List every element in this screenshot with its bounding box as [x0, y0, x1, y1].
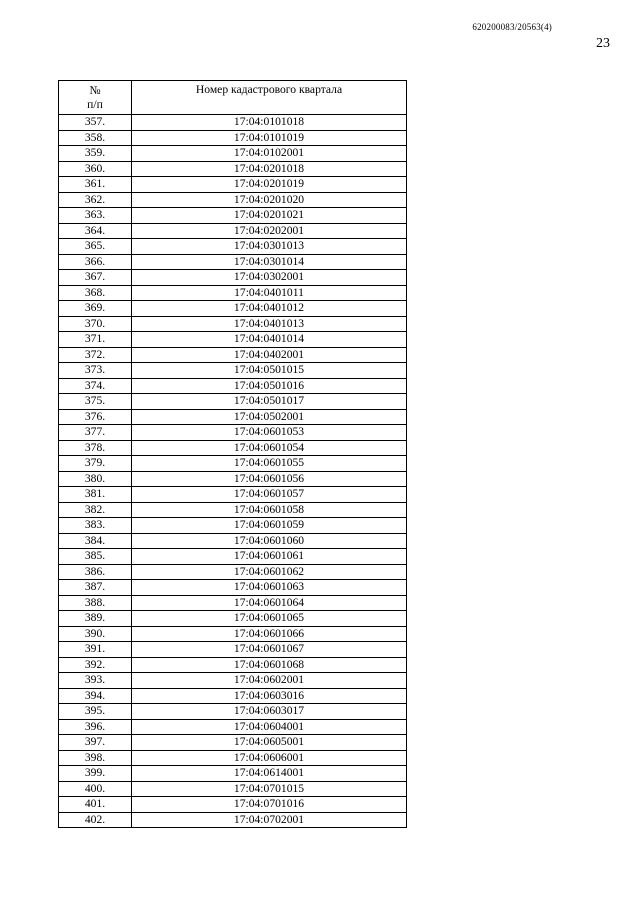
table-row	[59, 533, 407, 549]
row-number-cell: 380.	[59, 471, 132, 487]
table-row	[59, 254, 407, 270]
table-row	[59, 487, 407, 503]
cadastral-quarter-cell: 17:04:0501016	[132, 378, 407, 394]
row-number-cell: 362.	[59, 192, 132, 208]
table-row	[59, 130, 407, 146]
table-row	[59, 642, 407, 658]
table-row	[59, 394, 407, 410]
row-number-cell: 401.	[59, 797, 132, 813]
cadastral-quarters-table	[58, 80, 407, 828]
table-row	[59, 347, 407, 363]
row-number-cell: 400.	[59, 781, 132, 797]
table-row	[59, 611, 407, 627]
table-row	[59, 146, 407, 162]
row-number-cell: 358.	[59, 130, 132, 146]
row-number-cell: 386.	[59, 564, 132, 580]
row-number-cell: 375.	[59, 394, 132, 410]
cadastral-quarter-cell: 17:04:0601068	[132, 657, 407, 673]
table-row	[59, 812, 407, 828]
cadastral-quarter-cell: 17:04:0101019	[132, 130, 407, 146]
cadastral-quarter-cell: 17:04:0605001	[132, 735, 407, 751]
row-number-cell: 398.	[59, 750, 132, 766]
cadastral-quarter-cell: 17:04:0601065	[132, 611, 407, 627]
table-row	[59, 332, 407, 348]
table-row	[59, 301, 407, 317]
row-number-cell: 385.	[59, 549, 132, 565]
cadastral-quarter-cell: 17:04:0702001	[132, 812, 407, 828]
table-row	[59, 735, 407, 751]
row-number-cell: 373.	[59, 363, 132, 379]
row-number-cell: 389.	[59, 611, 132, 627]
cadastral-quarter-cell: 17:04:0201019	[132, 177, 407, 193]
row-number-cell: 394.	[59, 688, 132, 704]
cadastral-quarter-cell: 17:04:0601067	[132, 642, 407, 658]
table-row	[59, 471, 407, 487]
table-row	[59, 285, 407, 301]
cadastral-quarter-cell: 17:04:0201020	[132, 192, 407, 208]
table-row	[59, 115, 407, 131]
row-number-cell: 364.	[59, 223, 132, 239]
cadastral-quarter-cell: 17:04:0101018	[132, 115, 407, 131]
table-row	[59, 378, 407, 394]
cadastral-quarter-cell: 17:04:0603016	[132, 688, 407, 704]
row-number-cell: 363.	[59, 208, 132, 224]
table-row	[59, 719, 407, 735]
row-number-cell: 392.	[59, 657, 132, 673]
document-reference-number: 620200083/20563(4)	[472, 22, 552, 32]
row-number-cell: 396.	[59, 719, 132, 735]
row-number-cell: 369.	[59, 301, 132, 317]
row-number-cell: 381.	[59, 487, 132, 503]
table-row	[59, 580, 407, 596]
row-number-cell: 379.	[59, 456, 132, 472]
row-number-cell: 366.	[59, 254, 132, 270]
row-number-cell: 365.	[59, 239, 132, 255]
table-row	[59, 161, 407, 177]
cadastral-quarter-cell: 17:04:0601058	[132, 502, 407, 518]
row-number-cell: 376.	[59, 409, 132, 425]
cadastral-quarter-cell: 17:04:0601055	[132, 456, 407, 472]
table-row	[59, 704, 407, 720]
row-number-cell: 397.	[59, 735, 132, 751]
row-number-cell: 393.	[59, 673, 132, 689]
cadastral-quarter-cell: 17:04:0501015	[132, 363, 407, 379]
table-row	[59, 425, 407, 441]
table-row	[59, 456, 407, 472]
table-row	[59, 518, 407, 534]
table-row	[59, 595, 407, 611]
cadastral-quarter-cell: 17:04:0401011	[132, 285, 407, 301]
cadastral-quarter-cell: 17:04:0601062	[132, 564, 407, 580]
table-row	[59, 440, 407, 456]
table-row	[59, 223, 407, 239]
table-row	[59, 363, 407, 379]
row-number-cell: 387.	[59, 580, 132, 596]
cadastral-quarter-cell: 17:04:0601053	[132, 425, 407, 441]
row-number-cell: 370.	[59, 316, 132, 332]
row-number-cell: 382.	[59, 502, 132, 518]
row-number-cell: 391.	[59, 642, 132, 658]
table-row	[59, 781, 407, 797]
table-row	[59, 502, 407, 518]
row-number-cell: 361.	[59, 177, 132, 193]
cadastral-quarter-cell: 17:04:0202001	[132, 223, 407, 239]
cadastral-quarter-cell: 17:04:0102001	[132, 146, 407, 162]
table-body	[59, 115, 407, 828]
row-number-cell: 359.	[59, 146, 132, 162]
table-row	[59, 673, 407, 689]
cadastral-quarter-cell: 17:04:0502001	[132, 409, 407, 425]
row-number-cell: 371.	[59, 332, 132, 348]
cadastral-quarter-cell: 17:04:0601066	[132, 626, 407, 642]
row-number-cell: 383.	[59, 518, 132, 534]
cadastral-quarter-cell: 17:04:0402001	[132, 347, 407, 363]
cadastral-quarter-cell: 17:04:0601054	[132, 440, 407, 456]
cadastral-quarter-cell: 17:04:0201021	[132, 208, 407, 224]
cadastral-quarter-cell: 17:04:0601060	[132, 533, 407, 549]
table-row	[59, 409, 407, 425]
cadastral-quarter-cell: 17:04:0601057	[132, 487, 407, 503]
table-row	[59, 564, 407, 580]
table-row	[59, 766, 407, 782]
table-row	[59, 239, 407, 255]
table-row	[59, 208, 407, 224]
table-row	[59, 177, 407, 193]
cadastral-quarter-cell: 17:04:0401013	[132, 316, 407, 332]
column-header-cadastral-quarter: Номер кадастрового квартала	[132, 81, 407, 115]
cadastral-quarter-cell: 17:04:0604001	[132, 719, 407, 735]
row-number-cell: 399.	[59, 766, 132, 782]
table-row	[59, 657, 407, 673]
table-row	[59, 688, 407, 704]
table-header	[59, 81, 407, 115]
column-header-number-abbr: п/п	[87, 97, 103, 111]
cadastral-quarter-cell: 17:04:0601064	[132, 595, 407, 611]
table-row	[59, 750, 407, 766]
cadastral-quarter-cell: 17:04:0602001	[132, 673, 407, 689]
row-number-cell: 374.	[59, 378, 132, 394]
table-row	[59, 797, 407, 813]
row-number-cell: 357.	[59, 115, 132, 131]
table-row	[59, 270, 407, 286]
cadastral-quarter-cell: 17:04:0501017	[132, 394, 407, 410]
row-number-cell: 384.	[59, 533, 132, 549]
cadastral-quarter-cell: 17:04:0201018	[132, 161, 407, 177]
row-number-cell: 372.	[59, 347, 132, 363]
page-number: 23	[596, 36, 610, 51]
cadastral-quarter-cell: 17:04:0401014	[132, 332, 407, 348]
row-number-cell: 378.	[59, 440, 132, 456]
table-row	[59, 549, 407, 565]
row-number-cell: 395.	[59, 704, 132, 720]
table-row	[59, 626, 407, 642]
row-number-cell: 388.	[59, 595, 132, 611]
table-row	[59, 192, 407, 208]
row-number-cell: 402.	[59, 812, 132, 828]
column-header-number	[59, 81, 132, 115]
cadastral-quarter-cell: 17:04:0401012	[132, 301, 407, 317]
cadastral-quarter-cell: 17:04:0603017	[132, 704, 407, 720]
cadastral-quarter-cell: 17:04:0301013	[132, 239, 407, 255]
cadastral-quarter-cell: 17:04:0302001	[132, 270, 407, 286]
column-header-number-symbol: №	[89, 83, 101, 97]
cadastral-quarter-cell: 17:04:0301014	[132, 254, 407, 270]
cadastral-quarter-cell: 17:04:0601059	[132, 518, 407, 534]
row-number-cell: 360.	[59, 161, 132, 177]
table-header-row	[59, 81, 407, 115]
cadastral-quarter-cell: 17:04:0614001	[132, 766, 407, 782]
cadastral-quarter-cell: 17:04:0601061	[132, 549, 407, 565]
cadastral-quarter-cell: 17:04:0606001	[132, 750, 407, 766]
row-number-cell: 367.	[59, 270, 132, 286]
row-number-cell: 377.	[59, 425, 132, 441]
cadastral-quarter-cell: 17:04:0601056	[132, 471, 407, 487]
cadastral-quarter-cell: 17:04:0701016	[132, 797, 407, 813]
cadastral-quarter-cell: 17:04:0601063	[132, 580, 407, 596]
cadastral-quarter-cell: 17:04:0701015	[132, 781, 407, 797]
table-row	[59, 316, 407, 332]
row-number-cell: 368.	[59, 285, 132, 301]
row-number-cell: 390.	[59, 626, 132, 642]
